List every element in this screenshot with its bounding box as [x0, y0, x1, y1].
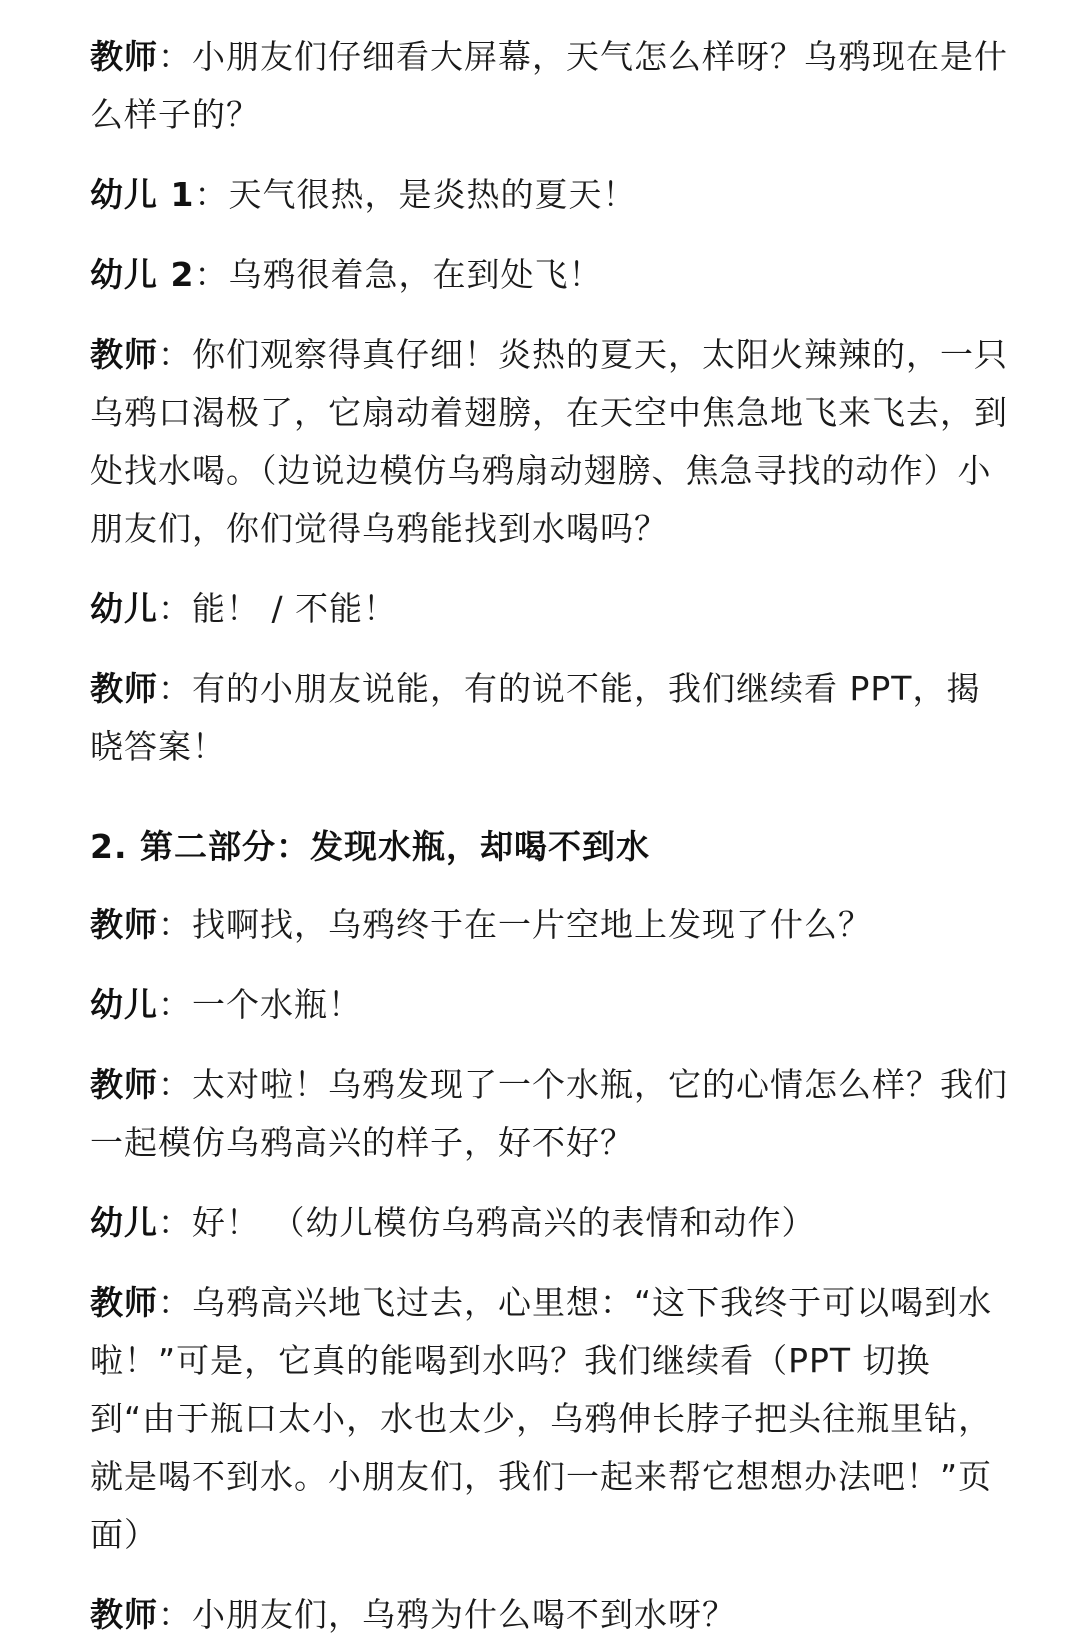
section-heading: 2. 第二部分：发现水瓶，却喝不到水 — [90, 827, 650, 866]
speaker-label: 教师 — [90, 1065, 158, 1104]
dialogue-text: ：有的小朋友说能，有的说不能，我们继续看 PPT，揭晓答案！ — [90, 669, 981, 766]
speaker-label: 教师 — [90, 37, 158, 76]
speaker-label: 教师 — [90, 905, 158, 944]
dialogue-line — [90, 28, 1010, 144]
dialogue-line — [90, 246, 1010, 304]
dialogue-line — [90, 1586, 1010, 1644]
speaker-label: 幼儿 1 — [90, 175, 195, 214]
dialogue-line — [90, 660, 1010, 776]
dialogue-text: ：太对啦！乌鸦发现了一个水瓶，它的心情怎么样？我们一起模仿乌鸦高兴的样子，好不好？ — [90, 1065, 1008, 1162]
dialogue-text: ：乌鸦高兴地飞过去，心里想：“这下我终于可以喝到水啦！”可是，它真的能喝到水吗？我们继续看（PPT 切换到“由于瓶口太小，水也太少，乌鸦伸长脖子把头往瓶里钻，就是喝不到水。小朋友们，我们一起来帮它想想办法吧！”页面） — [90, 1283, 993, 1554]
dialogue-line — [90, 1056, 1010, 1172]
dialogue-line — [90, 1274, 1010, 1564]
speaker-label: 幼儿 — [90, 589, 158, 628]
speaker-label: 教师 — [90, 335, 158, 374]
dialogue-line — [90, 896, 1010, 954]
dialogue-text: ：小朋友们仔细看大屏幕，天气怎么样呀？乌鸦现在是什么样子的？ — [90, 37, 1008, 134]
speaker-label: 幼儿 — [90, 1203, 158, 1242]
dialogue-line — [90, 976, 1010, 1034]
dialogue-text: ：你们观察得真仔细！炎热的夏天，太阳火辣辣的，一只乌鸦口渴极了，它扇动着翅膀，在天空中焦急地飞来飞去，到处找水喝。（边说边模仿乌鸦扇动翅膀、焦急寻找的动作）小朋友们，你们觉得乌鸦能找到水喝吗？ — [90, 335, 1008, 548]
speaker-label: 教师 — [90, 1595, 158, 1634]
dialogue-line — [90, 166, 1010, 224]
dialogue-text: ：好！ （幼儿模仿乌鸦高兴的表情和动作） — [158, 1203, 816, 1242]
dialogue-text: ：天气很热，是炎热的夏天！ — [194, 175, 637, 214]
dialogue-text: ：乌鸦很着急，在到处飞！ — [194, 255, 603, 294]
dialogue-line — [90, 580, 1010, 638]
speaker-label: 幼儿 2 — [90, 255, 195, 294]
speaker-label: 幼儿 — [90, 985, 158, 1024]
dialogue-text: ：能！ / 不能！ — [158, 589, 398, 628]
speaker-label: 教师 — [90, 1283, 158, 1322]
dialogue-line — [90, 1194, 1010, 1252]
dialogue-text: ：找啊找，乌鸦终于在一片空地上发现了什么？ — [158, 905, 872, 944]
dialogue-text: ：一个水瓶！ — [158, 985, 362, 1024]
dialogue-line — [90, 326, 1010, 558]
speaker-label: 教师 — [90, 669, 158, 708]
dialogue-text: ：小朋友们，乌鸦为什么喝不到水呀？ — [158, 1595, 736, 1634]
